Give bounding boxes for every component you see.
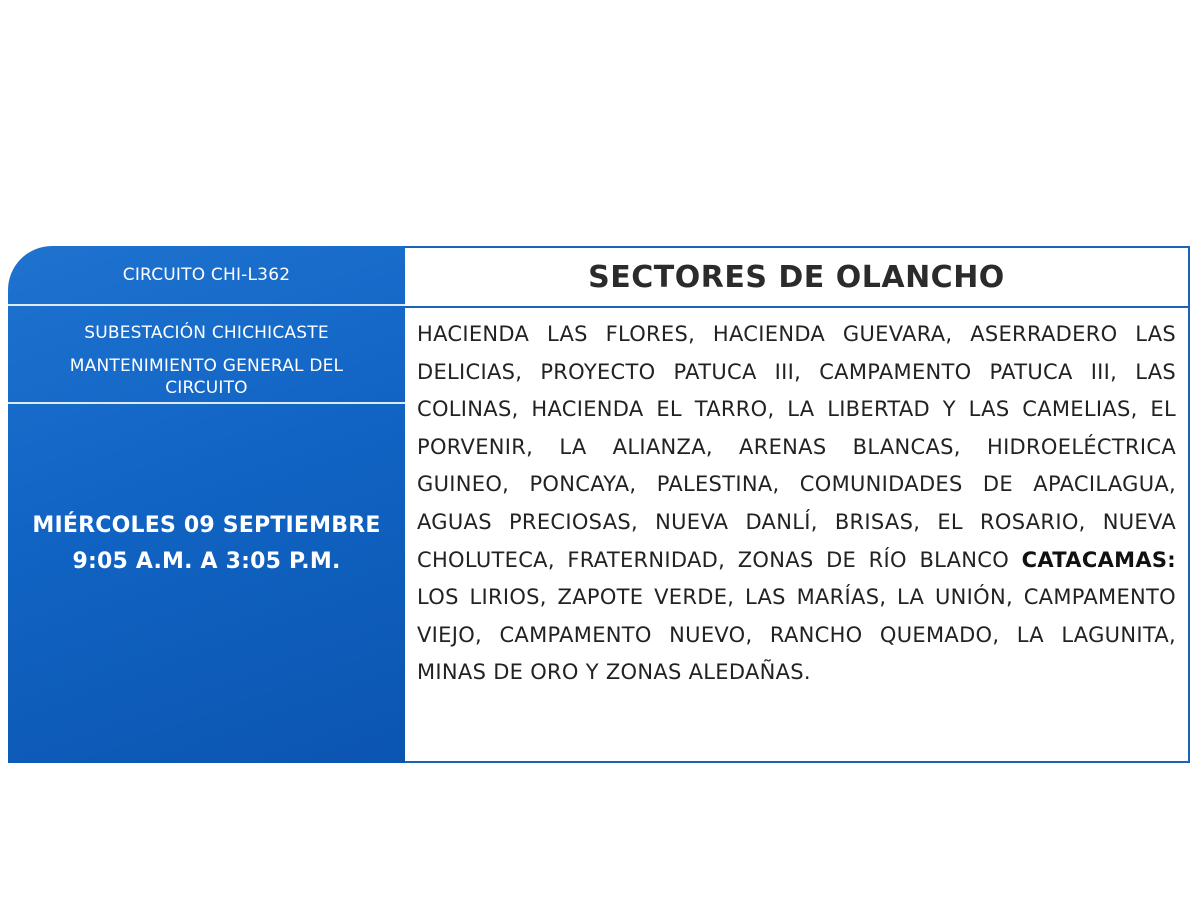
schedule-panel (8, 246, 405, 763)
olancho-sectors-text: HACIENDA LAS FLORES, HACIENDA GUEVARA, ASERRADERO LAS DELICIAS, PROYECTO PATUCA III, CAMPAMENTO PATUCA III, LAS COLINAS, HACIENDA EL TARRO, LA LIBERTAD Y LAS CAMELIAS, EL PORVENIR, LA ALIANZA, ARENAS BLANCAS, HIDROELÉCTRICA GUINEO, PONCAYA, PALESTINA, COMUNIDADES DE APACILAGUA, AGUAS PRECIOSAS, NUEVA DANLÍ, BRISAS, EL ROSARIO, NUEVA CHOLUTECA, FRATERNIDAD, ZONAS DE RÍO BLANCO (417, 322, 1176, 572)
sectors-title: SECTORES DE OLANCHO (405, 248, 1188, 308)
sectors-panel (405, 246, 1190, 763)
schedule-block (8, 504, 405, 584)
catacamas-sectors-text: LOS LIRIOS, ZAPOTE VERDE, LAS MARÍAS, LA UNIÓN, CAMPAMENTO VIEJO, CAMPAMENTO NUEVO, RANCHO QUEMADO, LA LAGUNITA, MINAS DE ORO Y ZONAS ALEDAÑAS. (417, 585, 1176, 685)
sectors-list (405, 308, 1188, 692)
circuit-label: CIRCUITO CHI-L362 (8, 246, 405, 306)
maintenance-label: MANTENIMIENTO GENERAL DEL CIRCUITO (8, 352, 405, 404)
outage-card (8, 246, 1190, 763)
catacamas-label: CATACAMAS: (1021, 547, 1176, 572)
time-range-label: 9:05 A.M. A 3:05 P.M. (72, 549, 341, 574)
substation-label: SUBESTACIÓN CHICHICASTE (84, 323, 329, 343)
date-label: MIÉRCOLES 09 SEPTIEMBRE (32, 513, 381, 538)
